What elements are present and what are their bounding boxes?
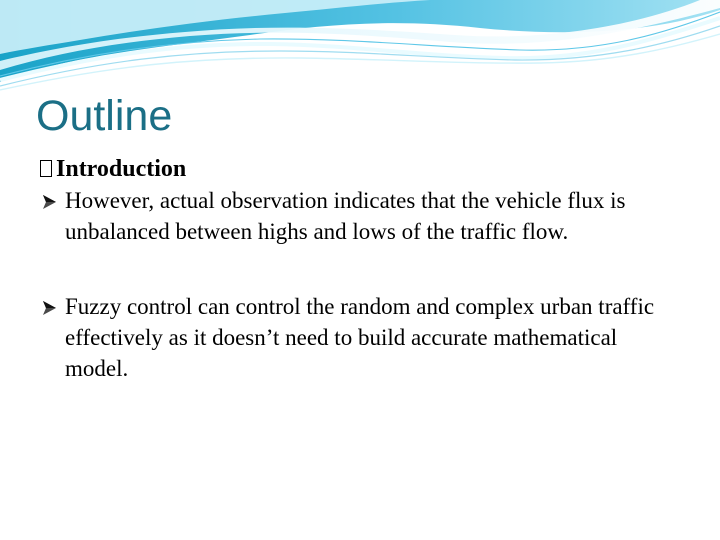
slide-content [40,154,690,384]
section-heading-text: Introduction [56,156,187,182]
bullet-text: Fuzzy control can control the random and complex urban traffic effectively as it doesn’t need to build accurate mathematical model. [65,294,655,381]
bullet-item [40,185,690,247]
decorative-wave-header [0,0,720,95]
slide-title: Outline [36,92,173,140]
arrow-bullet-icon [40,185,65,216]
arrow-bullet-icon [40,291,65,322]
bullet-text: However, actual observation indicates that the vehicle flux is unbalanced between highs and lows of the traffic flow. [65,188,626,244]
missing-glyph-icon [40,160,52,177]
section-heading [40,154,690,185]
bullet-item [40,291,690,384]
